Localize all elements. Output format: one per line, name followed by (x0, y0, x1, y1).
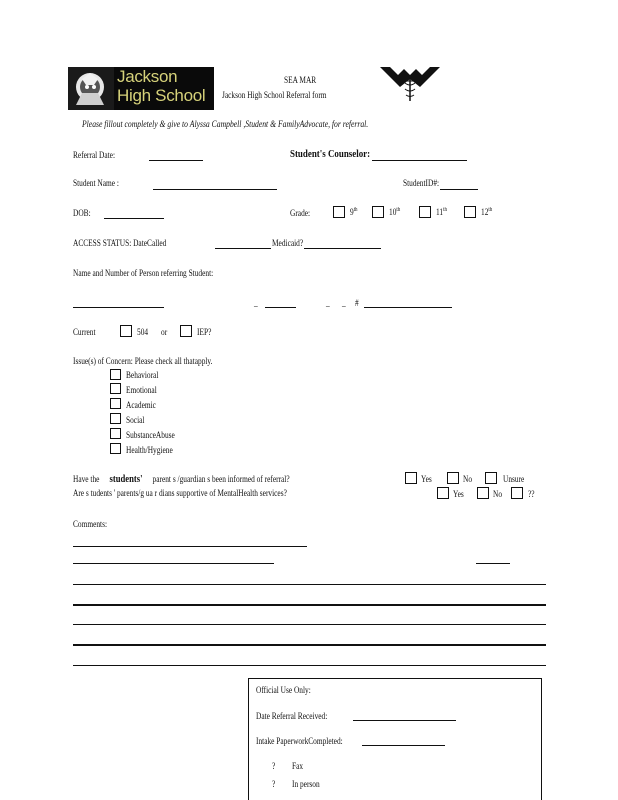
access-status-label: ACCESS STATUS: DateCalled (73, 238, 167, 248)
fax-marker[interactable]: ? (272, 761, 276, 771)
issue-academic-checkbox[interactable] (110, 398, 121, 409)
student-id-label: StudentID#: (403, 178, 440, 188)
counselor-field[interactable] (372, 160, 467, 161)
504-label: 504 (137, 327, 149, 337)
paperwork-field[interactable] (362, 745, 445, 746)
issue-health-hygiene-label: Health/Hygiene (126, 445, 173, 455)
official-title: Official Use Only: (256, 685, 311, 695)
informed-yes-label: Yes (421, 474, 432, 484)
referral-date-field[interactable] (149, 160, 203, 161)
informed-no-checkbox[interactable] (447, 472, 459, 484)
referrer-name-field[interactable] (73, 307, 164, 308)
dob-field[interactable] (104, 218, 164, 219)
or-label: or (161, 327, 168, 337)
date-called-field[interactable] (215, 248, 271, 249)
504-checkbox[interactable] (120, 325, 132, 337)
comments-label: Comments: (73, 519, 108, 529)
supportive-yes-checkbox[interactable] (437, 487, 449, 499)
comments-line-4[interactable] (73, 604, 546, 606)
comments-line-2a[interactable] (73, 563, 274, 564)
paperwork-label: Intake PaperworkCompleted: (256, 736, 343, 746)
current-label: Current (73, 327, 96, 337)
date-received-field[interactable] (353, 720, 456, 721)
comments-line-2b[interactable] (476, 563, 510, 564)
in-person-marker[interactable]: ? (272, 779, 276, 789)
mascot-icon (68, 67, 114, 110)
dob-label: DOB: (73, 208, 91, 218)
comments-line-6[interactable] (73, 644, 546, 646)
issue-emotional-checkbox[interactable] (110, 383, 121, 394)
supportive-unknown-label: ?? (528, 489, 535, 499)
issue-behavioral-label: Behavioral (126, 370, 159, 380)
referrer-dash-1: _ (254, 298, 258, 308)
medicaid-field[interactable] (304, 248, 381, 249)
comments-line-7[interactable] (73, 665, 546, 666)
supportive-question: Are s tudents ' parents/g ua r dians supportive of MentalHealth services? (73, 488, 287, 498)
referrer-dash-3: _ (342, 298, 346, 308)
in-person-label: In person (292, 779, 320, 789)
informed-unsure-checkbox[interactable] (485, 472, 497, 484)
informed-no-label: No (463, 474, 473, 484)
counselor-label: Student's Counselor: (290, 149, 371, 160)
grade-11-checkbox[interactable] (419, 206, 431, 218)
supportive-no-label: No (493, 489, 503, 499)
supportive-yes-label: Yes (453, 489, 464, 499)
instructions: Please fillout completely & give to Alyssa Campbell ,Student & FamilyAdvocate, for referral. (82, 119, 369, 129)
grade-12-checkbox[interactable] (464, 206, 476, 218)
iep-checkbox[interactable] (180, 325, 192, 337)
logo-line1: Jackson (117, 67, 178, 86)
referrer-hash: # (355, 298, 359, 308)
issue-emotional-label: Emotional (126, 385, 157, 395)
form-title: Jackson High School Referral form (222, 90, 327, 100)
comments-line-1[interactable] (73, 546, 307, 547)
grade-9-checkbox[interactable] (333, 206, 345, 218)
date-received-label: Date Referral Received: (256, 711, 328, 721)
student-id-field[interactable] (440, 189, 478, 190)
grade-9-label: 9th (350, 207, 358, 217)
student-name-label: Student Name : (73, 178, 119, 188)
grade-10-checkbox[interactable] (372, 206, 384, 218)
comments-line-5[interactable] (73, 624, 546, 625)
issue-substance-abuse-checkbox[interactable] (110, 428, 121, 439)
sea-mar-label: SEA MAR (284, 75, 317, 85)
issue-substance-abuse-label: SubstanceAbuse (126, 430, 175, 440)
supportive-unknown-checkbox[interactable] (511, 487, 523, 499)
informed-question: Have the students' parent s /guardian s been informed of referral? (73, 474, 290, 485)
iep-label: IEP? (197, 327, 212, 337)
referrer-phone-field[interactable] (364, 307, 452, 308)
informed-unsure-label: Unsure (503, 474, 525, 484)
grade-label: Grade: (290, 208, 311, 218)
fax-label: Fax (292, 761, 304, 771)
sea-mar-logo-icon (380, 65, 440, 103)
supportive-no-checkbox[interactable] (477, 487, 489, 499)
referrer-label: Name and Number of Person referring Student: (73, 268, 214, 278)
issue-social-label: Social (126, 415, 145, 425)
medicaid-label: Medicaid? (272, 238, 304, 248)
issue-behavioral-checkbox[interactable] (110, 369, 121, 380)
grade-10-label: 10th (389, 207, 401, 217)
issue-academic-label: Academic (126, 400, 156, 410)
grade-11-label: 11th (436, 207, 447, 217)
logo-line2: High School (117, 86, 206, 105)
grade-12-label: 12th (481, 207, 493, 217)
referrer-field-2[interactable] (265, 307, 296, 308)
referrer-dash-2: _ (326, 298, 330, 308)
school-logo (68, 67, 214, 110)
comments-line-3[interactable] (73, 584, 546, 585)
student-name-field[interactable] (153, 189, 277, 190)
referral-date-label: Referral Date: (73, 150, 115, 160)
informed-yes-checkbox[interactable] (405, 472, 417, 484)
issues-label: Issue(s) of Concern: Please check all thatapply. (73, 356, 213, 366)
issue-health-hygiene-checkbox[interactable] (110, 443, 121, 454)
issue-social-checkbox[interactable] (110, 413, 121, 424)
